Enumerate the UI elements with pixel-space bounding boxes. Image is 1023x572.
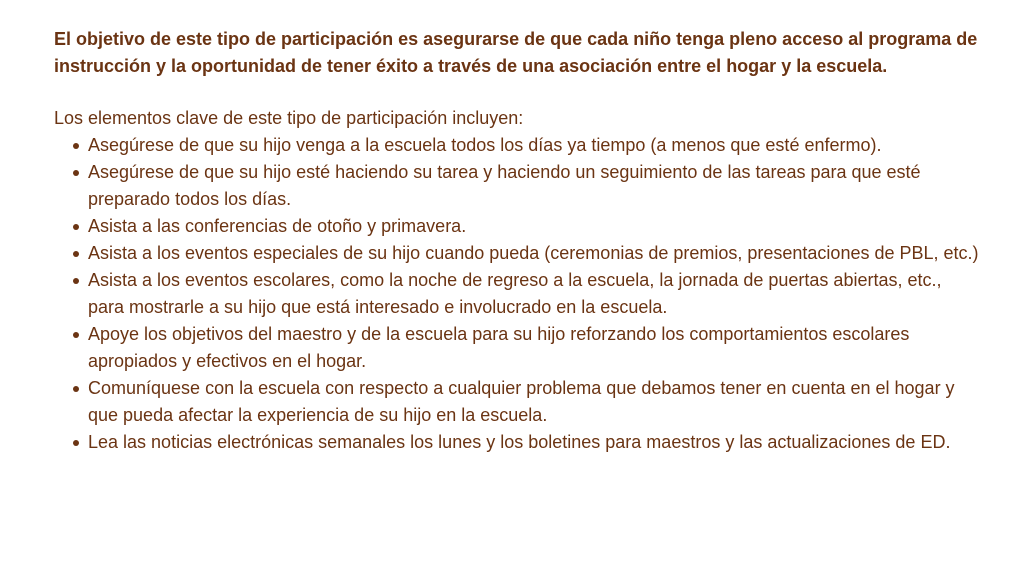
article-content — [54, 26, 979, 456]
lead-paragraph: Los elementos clave de este tipo de participación incluyen: — [54, 108, 524, 128]
list-item — [54, 375, 979, 429]
list-item — [54, 321, 979, 375]
list-item-text: Asista a los eventos especiales de su hijo cuando pueda (ceremonias de premios, presentaciones de PBL, etc.) — [88, 242, 979, 263]
list-item — [54, 240, 979, 267]
bullet-icon — [73, 332, 79, 338]
list-item — [54, 213, 979, 240]
list-item-text: Lea las noticias electrónicas semanales los lunes y los boletines para maestros y las actualizaciones de ED. — [88, 431, 951, 452]
bullet-icon — [73, 143, 79, 149]
list-item-text: Apoye los objetivos del maestro y de la escuela para su hijo reforzando los comportamientos escolares apropiados y efectivos en el hogar. — [88, 323, 910, 371]
bullet-icon — [73, 386, 79, 392]
intro-paragraph: El objetivo de este tipo de participación es asegurarse de que cada niño tenga pleno acceso al programa de instrucción y la oportunidad de tener éxito a través de una asociación entre el hogar y la escuela. — [54, 29, 978, 76]
list-item-text: Comuníquese con la escuela con respecto a cualquier problema que debamos tener en cuenta en el hogar y que pueda afectar la experiencia de su hijo en la escuela. — [88, 377, 955, 425]
list-item-text: Asegúrese de que su hijo esté haciendo su tarea y haciendo un seguimiento de las tareas para que esté preparado todos los días. — [88, 161, 921, 209]
list-item — [54, 429, 979, 456]
bullet-icon — [73, 440, 79, 446]
bullet-icon — [73, 278, 79, 284]
bullet-icon — [73, 224, 79, 230]
list-item-text: Asista a las conferencias de otoño y primavera. — [88, 215, 467, 236]
list-item — [54, 267, 979, 321]
list-item-text: Asegúrese de que su hijo venga a la escuela todos los días ya tiempo (a menos que esté enfermo). — [88, 134, 882, 155]
list-item — [54, 159, 979, 213]
bullet-icon — [73, 251, 79, 257]
key-elements-list — [54, 132, 979, 456]
list-item — [54, 132, 979, 159]
list-item-text: Asista a los eventos escolares, como la noche de regreso a la escuela, la jornada de puertas abiertas, etc., para mostrarle a su hijo que está interesado e involucrado en la escuela. — [88, 269, 942, 317]
bullet-icon — [73, 170, 79, 176]
